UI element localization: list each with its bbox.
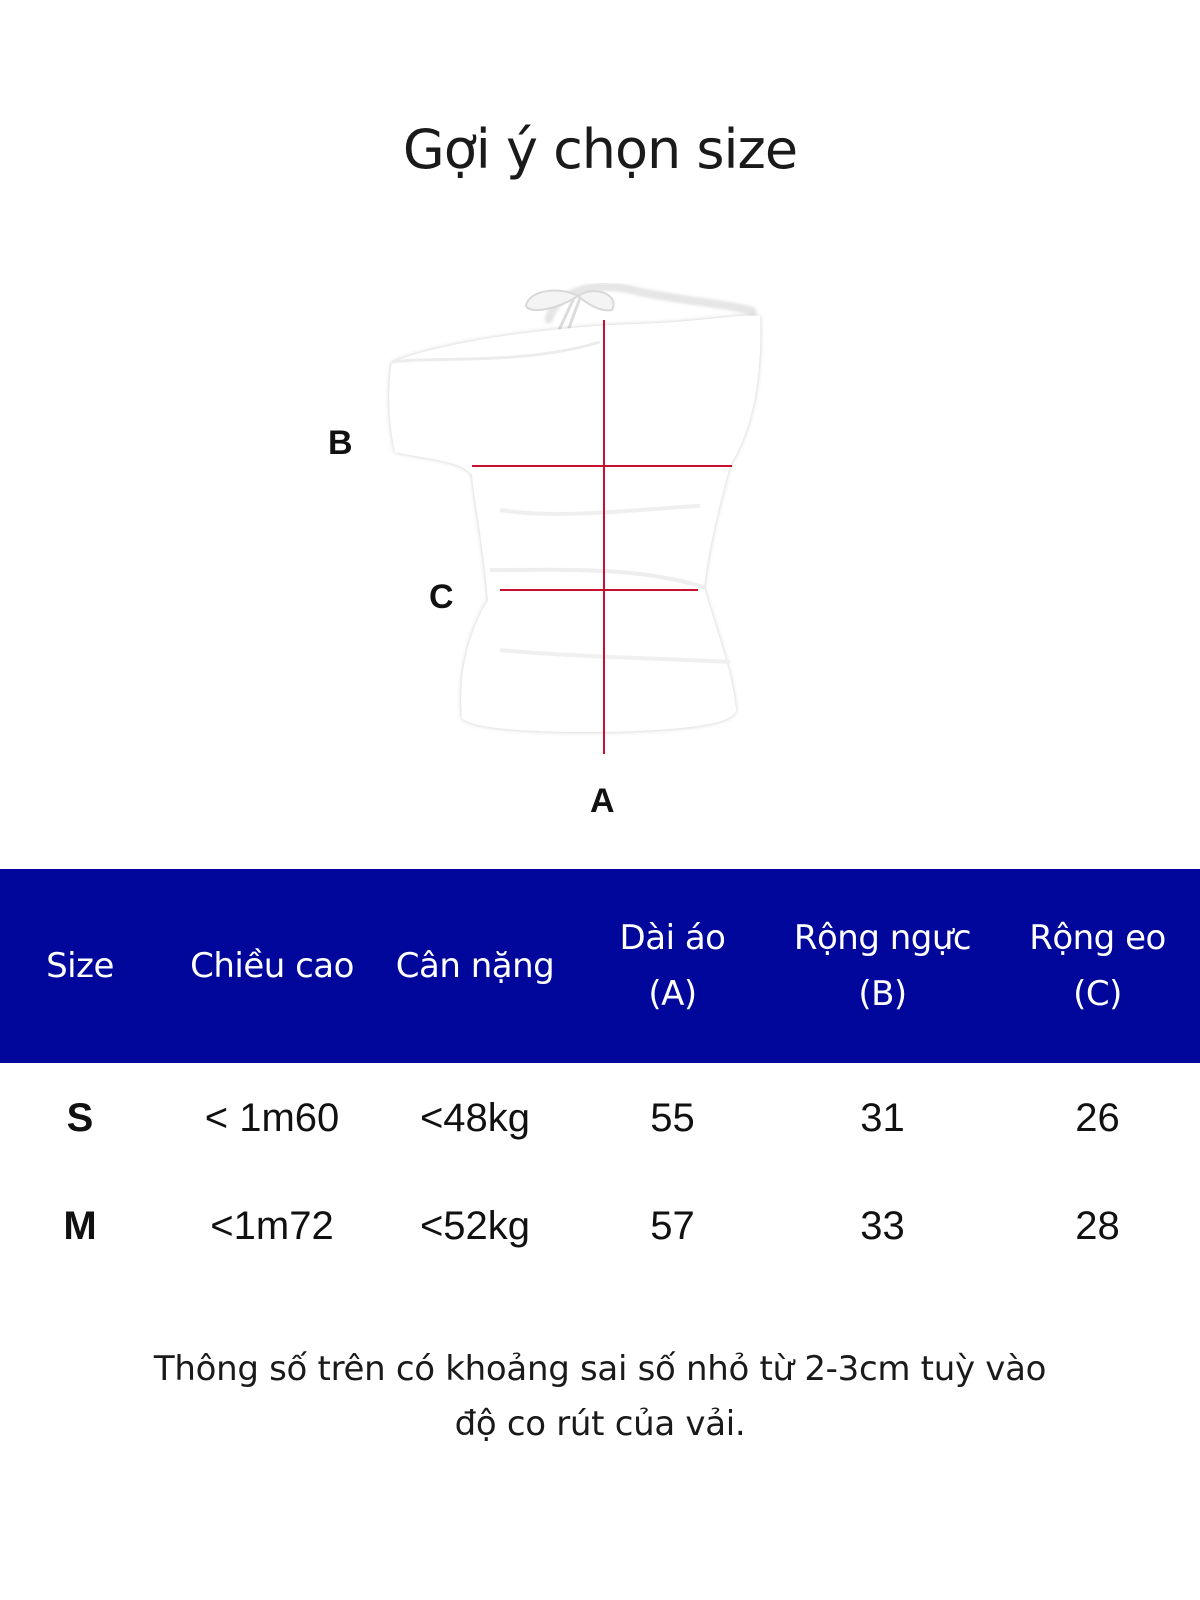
row-waist: 26 [1075, 1095, 1120, 1140]
page-title: Gợi ý chọn size [402, 118, 798, 181]
table-row [0, 1078, 1200, 1158]
header-chest-text: Rộng ngực [793, 918, 972, 958]
size-table-header [0, 869, 1200, 1063]
row-waist: 28 [1075, 1203, 1120, 1248]
row-length: 57 [650, 1203, 695, 1248]
label-b: B [328, 424, 353, 462]
row-size: S [66, 1095, 94, 1140]
note-line-2: độ co rút của vải. [454, 1404, 746, 1444]
garment-body [389, 316, 760, 732]
header-weight [375, 869, 575, 1063]
row-height: <1m72 [210, 1203, 334, 1248]
row-weight: <48kg [419, 1095, 531, 1140]
header-waist [1000, 869, 1195, 1063]
header-weight-text: Cân nặng [395, 946, 555, 986]
header-chest [770, 869, 995, 1063]
tie-bow-right [578, 291, 614, 310]
garment-illustration [0, 270, 1200, 830]
garment-diagram [0, 270, 1200, 830]
label-c: C [429, 578, 454, 616]
header-size-text: Size [46, 946, 114, 986]
header-size [0, 869, 160, 1063]
row-height: < 1m60 [204, 1095, 340, 1140]
row-size: M [63, 1203, 97, 1248]
header-waist-text: Rộng eo [1029, 918, 1166, 958]
header-length-code: (A) [648, 974, 697, 1014]
row-length: 55 [650, 1095, 695, 1140]
row-chest: 31 [860, 1095, 905, 1140]
measurement-note [100, 1342, 1100, 1452]
header-height [172, 869, 372, 1063]
label-a: A [590, 782, 615, 820]
header-height-text: Chiều cao [190, 946, 354, 986]
header-length [580, 869, 765, 1063]
row-weight: <52kg [419, 1203, 531, 1248]
header-waist-code: (C) [1073, 974, 1122, 1014]
header-length-text: Dài áo [619, 918, 726, 958]
table-row [0, 1186, 1200, 1266]
note-line-1: Thông số trên có khoảng sai số nhỏ từ 2-3cm tuỳ vào [153, 1349, 1047, 1389]
row-chest: 33 [860, 1203, 905, 1248]
header-chest-code: (B) [858, 974, 907, 1014]
